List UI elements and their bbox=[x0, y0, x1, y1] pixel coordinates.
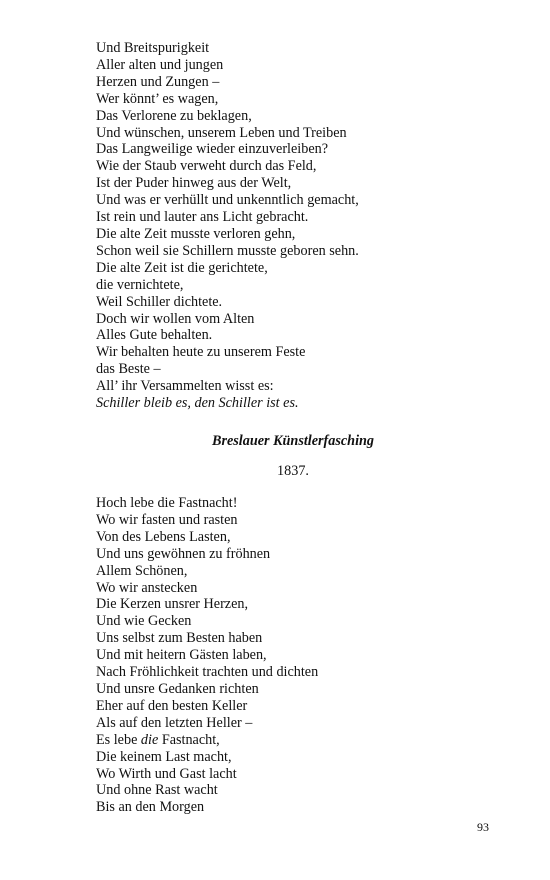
emph-before: Es lebe bbox=[96, 731, 141, 748]
poem-line: Die alte Zeit musste verloren gehn, bbox=[96, 225, 296, 242]
poem-line: Doch wir wollen vom Alten bbox=[96, 310, 255, 327]
poem-line: Nach Fröhlichkeit trachten und dichten bbox=[96, 664, 319, 681]
poem-line: Und ohne Rast wacht bbox=[96, 782, 218, 799]
poem-line: Die keinem Last macht, bbox=[96, 748, 232, 765]
poem-continuation bbox=[96, 40, 359, 412]
poem-line: Und was er verhüllt und unkenntlich gemacht, bbox=[96, 192, 359, 209]
poem-line: Aller alten und jungen bbox=[96, 56, 224, 73]
poem-line-emphasis bbox=[96, 732, 318, 749]
poem-line: Ist der Puder hinweg aus der Welt, bbox=[96, 175, 292, 192]
poem-line: Und mit heitern Gästen laben, bbox=[96, 647, 267, 664]
poem-line: Als auf den letzten Heller – bbox=[96, 714, 253, 731]
poem-line: Weil Schiller dichtete. bbox=[96, 293, 223, 310]
poem-line: Herzen und Zungen – bbox=[96, 73, 220, 90]
poem-line: Wo wir fasten und rasten bbox=[96, 511, 238, 528]
poem-line: Eher auf den besten Keller bbox=[96, 697, 248, 714]
poem-line: Hoch lebe die Fastnacht! bbox=[96, 495, 238, 511]
poem-line: Die Kerzen unsrer Herzen, bbox=[96, 596, 249, 613]
poem-final-line: Schiller bleib es, den Schiller ist es. bbox=[96, 395, 299, 412]
poem-title: Breslauer Künstlerfasching bbox=[211, 433, 374, 449]
poem-line: Schon weil sie Schillern musste geboren sehn. bbox=[96, 242, 359, 259]
poem-line: die vernichtete, bbox=[96, 276, 184, 293]
poem-line: Und uns gewöhnen zu fröhnen bbox=[96, 545, 271, 562]
poem-line: Uns selbst zum Besten haben bbox=[96, 630, 263, 647]
poem-line: Wo wir anstecken bbox=[96, 579, 198, 596]
poem-line: Das Verlorene zu beklagen, bbox=[96, 107, 252, 124]
emph-word: die bbox=[140, 731, 159, 748]
poem-line: Wer könnt’ es wagen, bbox=[96, 90, 219, 107]
poem-line: Allem Schönen, bbox=[96, 562, 188, 579]
poem-line: Wir behalten heute zu unserem Feste bbox=[96, 344, 306, 361]
poem-line: Wie der Staub verweht durch das Feld, bbox=[96, 158, 317, 175]
poem-line: Alles Gute behalten. bbox=[96, 327, 213, 344]
poem-line: Ist rein und lauter ans Licht gebracht. bbox=[96, 209, 309, 226]
poem-line: das Beste – bbox=[96, 361, 161, 378]
poem-line: Und unsre Gedanken richten bbox=[96, 680, 259, 697]
page-number: 93 bbox=[477, 820, 489, 834]
poem-line: Und Breitspurigkeit bbox=[96, 40, 210, 56]
poem-line: Und wünschen, unserem Leben und Treiben bbox=[96, 124, 347, 141]
poem-line: Wo Wirth und Gast lacht bbox=[96, 765, 237, 782]
poem-line: Bis an den Morgen bbox=[96, 799, 205, 816]
poem-line: All’ ihr Versammelten wisst es: bbox=[96, 378, 274, 395]
poem-line: Von des Lebens Lasten, bbox=[96, 528, 231, 545]
emph-after: Fastnacht, bbox=[158, 731, 220, 748]
poem-line: Das Langweilige wieder einzuverleiben? bbox=[96, 141, 329, 158]
poem-body bbox=[96, 495, 318, 816]
poem-line: Die alte Zeit ist die gerichtete, bbox=[96, 259, 268, 276]
poem-year: 1837. bbox=[277, 463, 309, 479]
poem-line: Und wie Gecken bbox=[96, 613, 192, 630]
